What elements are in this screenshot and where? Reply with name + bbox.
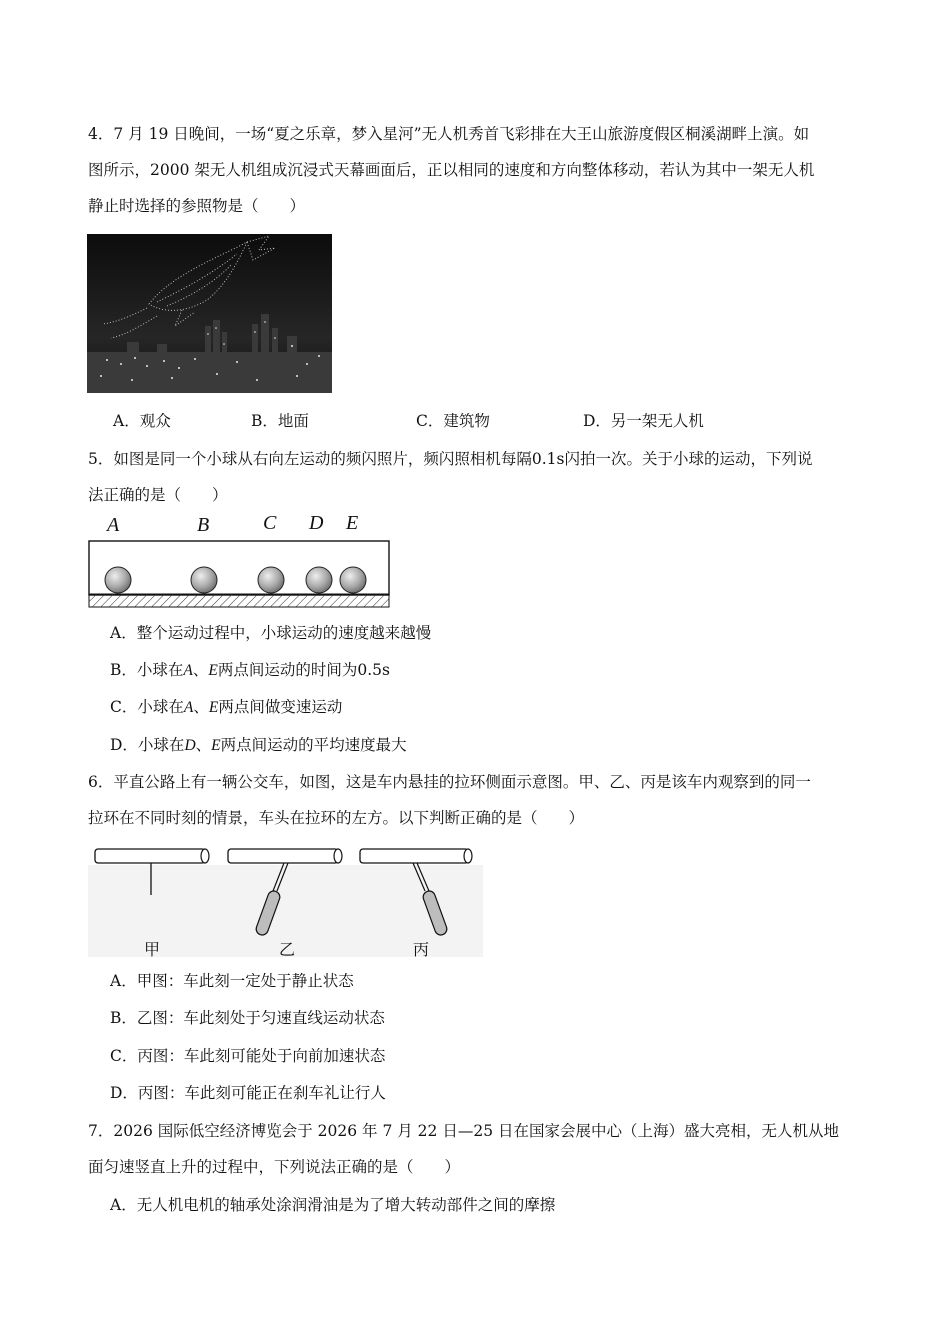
q4-stem-line-1: 4．7 月 19 日晚间，一场“夏之乐章，梦入星河”无人机秀首飞彩排在大王山旅游度假区桐溪湖畔上演。如 xyxy=(88,125,810,143)
q5-option-d[interactable] xyxy=(110,734,407,757)
q6-stem-line-1: 6．平直公路上有一辆公交车，如图，这是车内悬挂的拉环侧面示意图。甲、乙、丙是该车内观察到的同一 xyxy=(88,773,811,791)
q5-option-c-prefix: C．小球在 xyxy=(110,698,184,716)
drone-show-photo xyxy=(87,234,332,393)
q5-stem-line-2: 法正确的是（ ） xyxy=(88,486,228,504)
q7-option-a[interactable]: A．无人机电机的轴承处涂润滑油是为了增大转动部件之间的摩擦 xyxy=(110,1196,556,1214)
figure-label-c: C xyxy=(263,512,277,534)
q6-stem-line-2: 拉环在不同时刻的情景，车头在拉环的左方。以下判断正确的是（ ） xyxy=(88,809,585,827)
strobe-photo-figure xyxy=(85,512,395,612)
q5-option-c-suffix: 两点间做变速运动 xyxy=(218,698,343,716)
point-e-var: E xyxy=(211,737,221,754)
point-e-var: E xyxy=(208,662,218,679)
figure-label-b: B xyxy=(197,514,210,536)
figure-label-d: D xyxy=(309,512,324,534)
q5-option-a[interactable]: A．整个运动过程中，小球运动的速度越来越慢 xyxy=(110,624,432,642)
point-a-var: A xyxy=(183,699,194,716)
q7-stem-line-1: 7．2026 国际低空经济博览会于 2026 年 7 月 22 日—25 日在国家会展中心（上海）盛大亮相，无人机从地 xyxy=(88,1122,839,1140)
separator: 、 xyxy=(192,661,209,679)
q4-option-b[interactable]: B．地面 xyxy=(251,412,309,430)
q4-option-a[interactable]: A．观众 xyxy=(113,412,171,430)
q6-option-d[interactable]: D．丙图：车此刻可能正在刹车礼让行人 xyxy=(110,1084,386,1102)
q5-option-c[interactable] xyxy=(110,696,342,719)
q5-option-b-suffix: 两点间运动的时间为0.5s xyxy=(217,661,390,679)
q4-option-c[interactable]: C．建筑物 xyxy=(416,412,490,430)
figure-label-jia: 甲 xyxy=(144,940,161,959)
q6-option-c[interactable]: C．丙图：车此刻可能处于向前加速状态 xyxy=(110,1047,386,1065)
point-e-var: E xyxy=(208,699,219,716)
q5-stem-line-1: 5．如图是同一个小球从右向左运动的频闪照片，频闪照相机每隔0.1s闪拍一次。关于小球的运动，下列说 xyxy=(88,450,813,468)
q7-stem-line-2: 面匀速竖直上升的过程中，下列说法正确的是（ ） xyxy=(88,1158,461,1176)
hand-ring-figure xyxy=(88,843,483,965)
separator: 、 xyxy=(193,698,209,716)
q6-option-b[interactable]: B．乙图：车此刻处于匀速直线运动状态 xyxy=(110,1009,385,1027)
figure-label-a: A xyxy=(107,514,120,536)
q5-option-b-prefix: B．小球在 xyxy=(110,661,184,679)
q6-option-a[interactable]: A．甲图：车此刻一定处于静止状态 xyxy=(110,972,354,990)
figure-label-e: E xyxy=(346,512,359,534)
point-a-var: A xyxy=(183,662,193,679)
q5-option-d-suffix: 两点间运动的平均速度最大 xyxy=(220,736,407,754)
figure-label-yi: 乙 xyxy=(279,940,296,959)
q4-option-d[interactable]: D．另一架无人机 xyxy=(583,412,704,430)
point-d-var: D xyxy=(184,737,196,754)
separator: 、 xyxy=(195,736,212,754)
figure-label-bing: 丙 xyxy=(413,940,430,959)
q4-stem-line-3: 静止时选择的参照物是（ ） xyxy=(88,197,306,215)
q5-option-d-prefix: D．小球在 xyxy=(110,736,185,754)
q4-stem-line-2: 图所示，2000 架无人机组成沉浸式天幕画面后，正以相同的速度和方向整体移动，若认为其中一架无人机 xyxy=(88,161,815,179)
q5-option-b[interactable] xyxy=(110,659,390,682)
